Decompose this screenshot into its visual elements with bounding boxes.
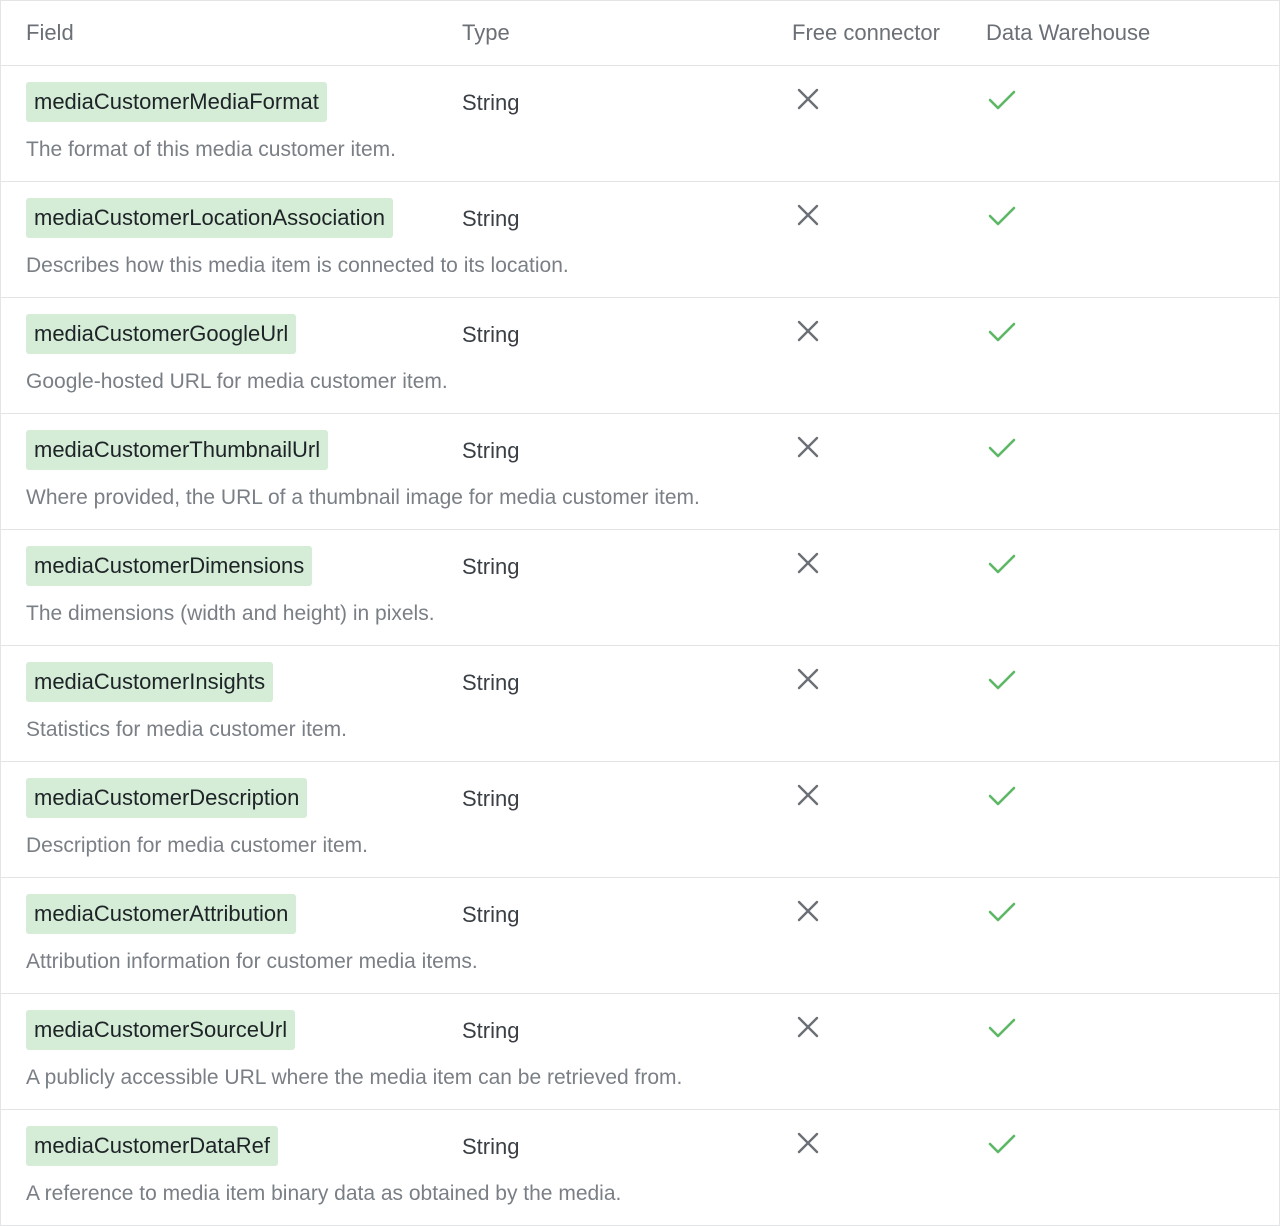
field-description: The dimensions (width and height) in pixels.: [26, 602, 435, 625]
column-header-data-warehouse: Data Warehouse: [986, 20, 1151, 45]
table-header: [1, 1, 1279, 66]
field-type: String: [462, 554, 520, 579]
table-row: [1, 182, 1279, 298]
check-icon: [988, 900, 1016, 924]
table-row: [1, 762, 1279, 878]
table-row: [1, 530, 1279, 646]
field-description: A reference to media item binary data as obtained by the media.: [26, 1182, 622, 1205]
x-icon: [796, 899, 820, 923]
check-icon: [988, 204, 1016, 228]
field-type: String: [462, 670, 520, 695]
column-header-free-connector: Free connector: [792, 20, 940, 45]
check-icon: [988, 552, 1016, 576]
table-row: [1, 646, 1279, 762]
field-name-tag: mediaCustomerMediaFormat: [26, 82, 327, 122]
x-icon: [796, 319, 820, 343]
check-icon: [988, 320, 1016, 344]
field-type: String: [462, 438, 520, 463]
check-icon: [988, 436, 1016, 460]
field-description: Statistics for media customer item.: [26, 718, 347, 741]
field-name-tag: mediaCustomerGoogleUrl: [26, 314, 296, 354]
column-header-field: Field: [26, 20, 74, 45]
table-row: [1, 298, 1279, 414]
field-description: Google-hosted URL for media customer item.: [26, 370, 448, 393]
field-description: Description for media customer item.: [26, 834, 368, 857]
field-name-tag: mediaCustomerDataRef: [26, 1126, 278, 1166]
table-row: [1, 66, 1279, 182]
field-description: Describes how this media item is connected to its location.: [26, 254, 569, 277]
x-icon: [796, 203, 820, 227]
field-type: String: [462, 1134, 520, 1159]
field-description: A publicly accessible URL where the media item can be retrieved from.: [26, 1066, 683, 1089]
field-name-tag: mediaCustomerInsights: [26, 662, 273, 702]
field-name-tag: mediaCustomerSourceUrl: [26, 1010, 295, 1050]
field-name-tag: mediaCustomerDescription: [26, 778, 307, 818]
x-icon: [796, 783, 820, 807]
field-type: String: [462, 206, 520, 231]
field-type: String: [462, 90, 520, 115]
column-header-type: Type: [462, 20, 510, 45]
table-row: [1, 994, 1279, 1110]
table-row: [1, 414, 1279, 530]
x-icon: [796, 1131, 820, 1155]
x-icon: [796, 87, 820, 111]
check-icon: [988, 1016, 1016, 1040]
check-icon: [988, 784, 1016, 808]
x-icon: [796, 667, 820, 691]
field-name-tag: mediaCustomerDimensions: [26, 546, 312, 586]
x-icon: [796, 1015, 820, 1039]
field-type: String: [462, 902, 520, 927]
x-icon: [796, 435, 820, 459]
field-type: String: [462, 322, 520, 347]
field-type: String: [462, 786, 520, 811]
field-type: String: [462, 1018, 520, 1043]
check-icon: [988, 1132, 1016, 1156]
table-row: [1, 1110, 1279, 1225]
field-description: The format of this media customer item.: [26, 138, 396, 161]
field-description: Where provided, the URL of a thumbnail image for media customer item.: [26, 486, 700, 509]
field-description: Attribution information for customer media items.: [26, 950, 478, 973]
table-body: [1, 66, 1279, 1225]
x-icon: [796, 551, 820, 575]
table-row: [1, 878, 1279, 994]
check-icon: [988, 668, 1016, 692]
field-name-tag: mediaCustomerAttribution: [26, 894, 296, 934]
check-icon: [988, 88, 1016, 112]
field-name-tag: mediaCustomerLocationAssociation: [26, 198, 393, 238]
field-name-tag: mediaCustomerThumbnailUrl: [26, 430, 328, 470]
